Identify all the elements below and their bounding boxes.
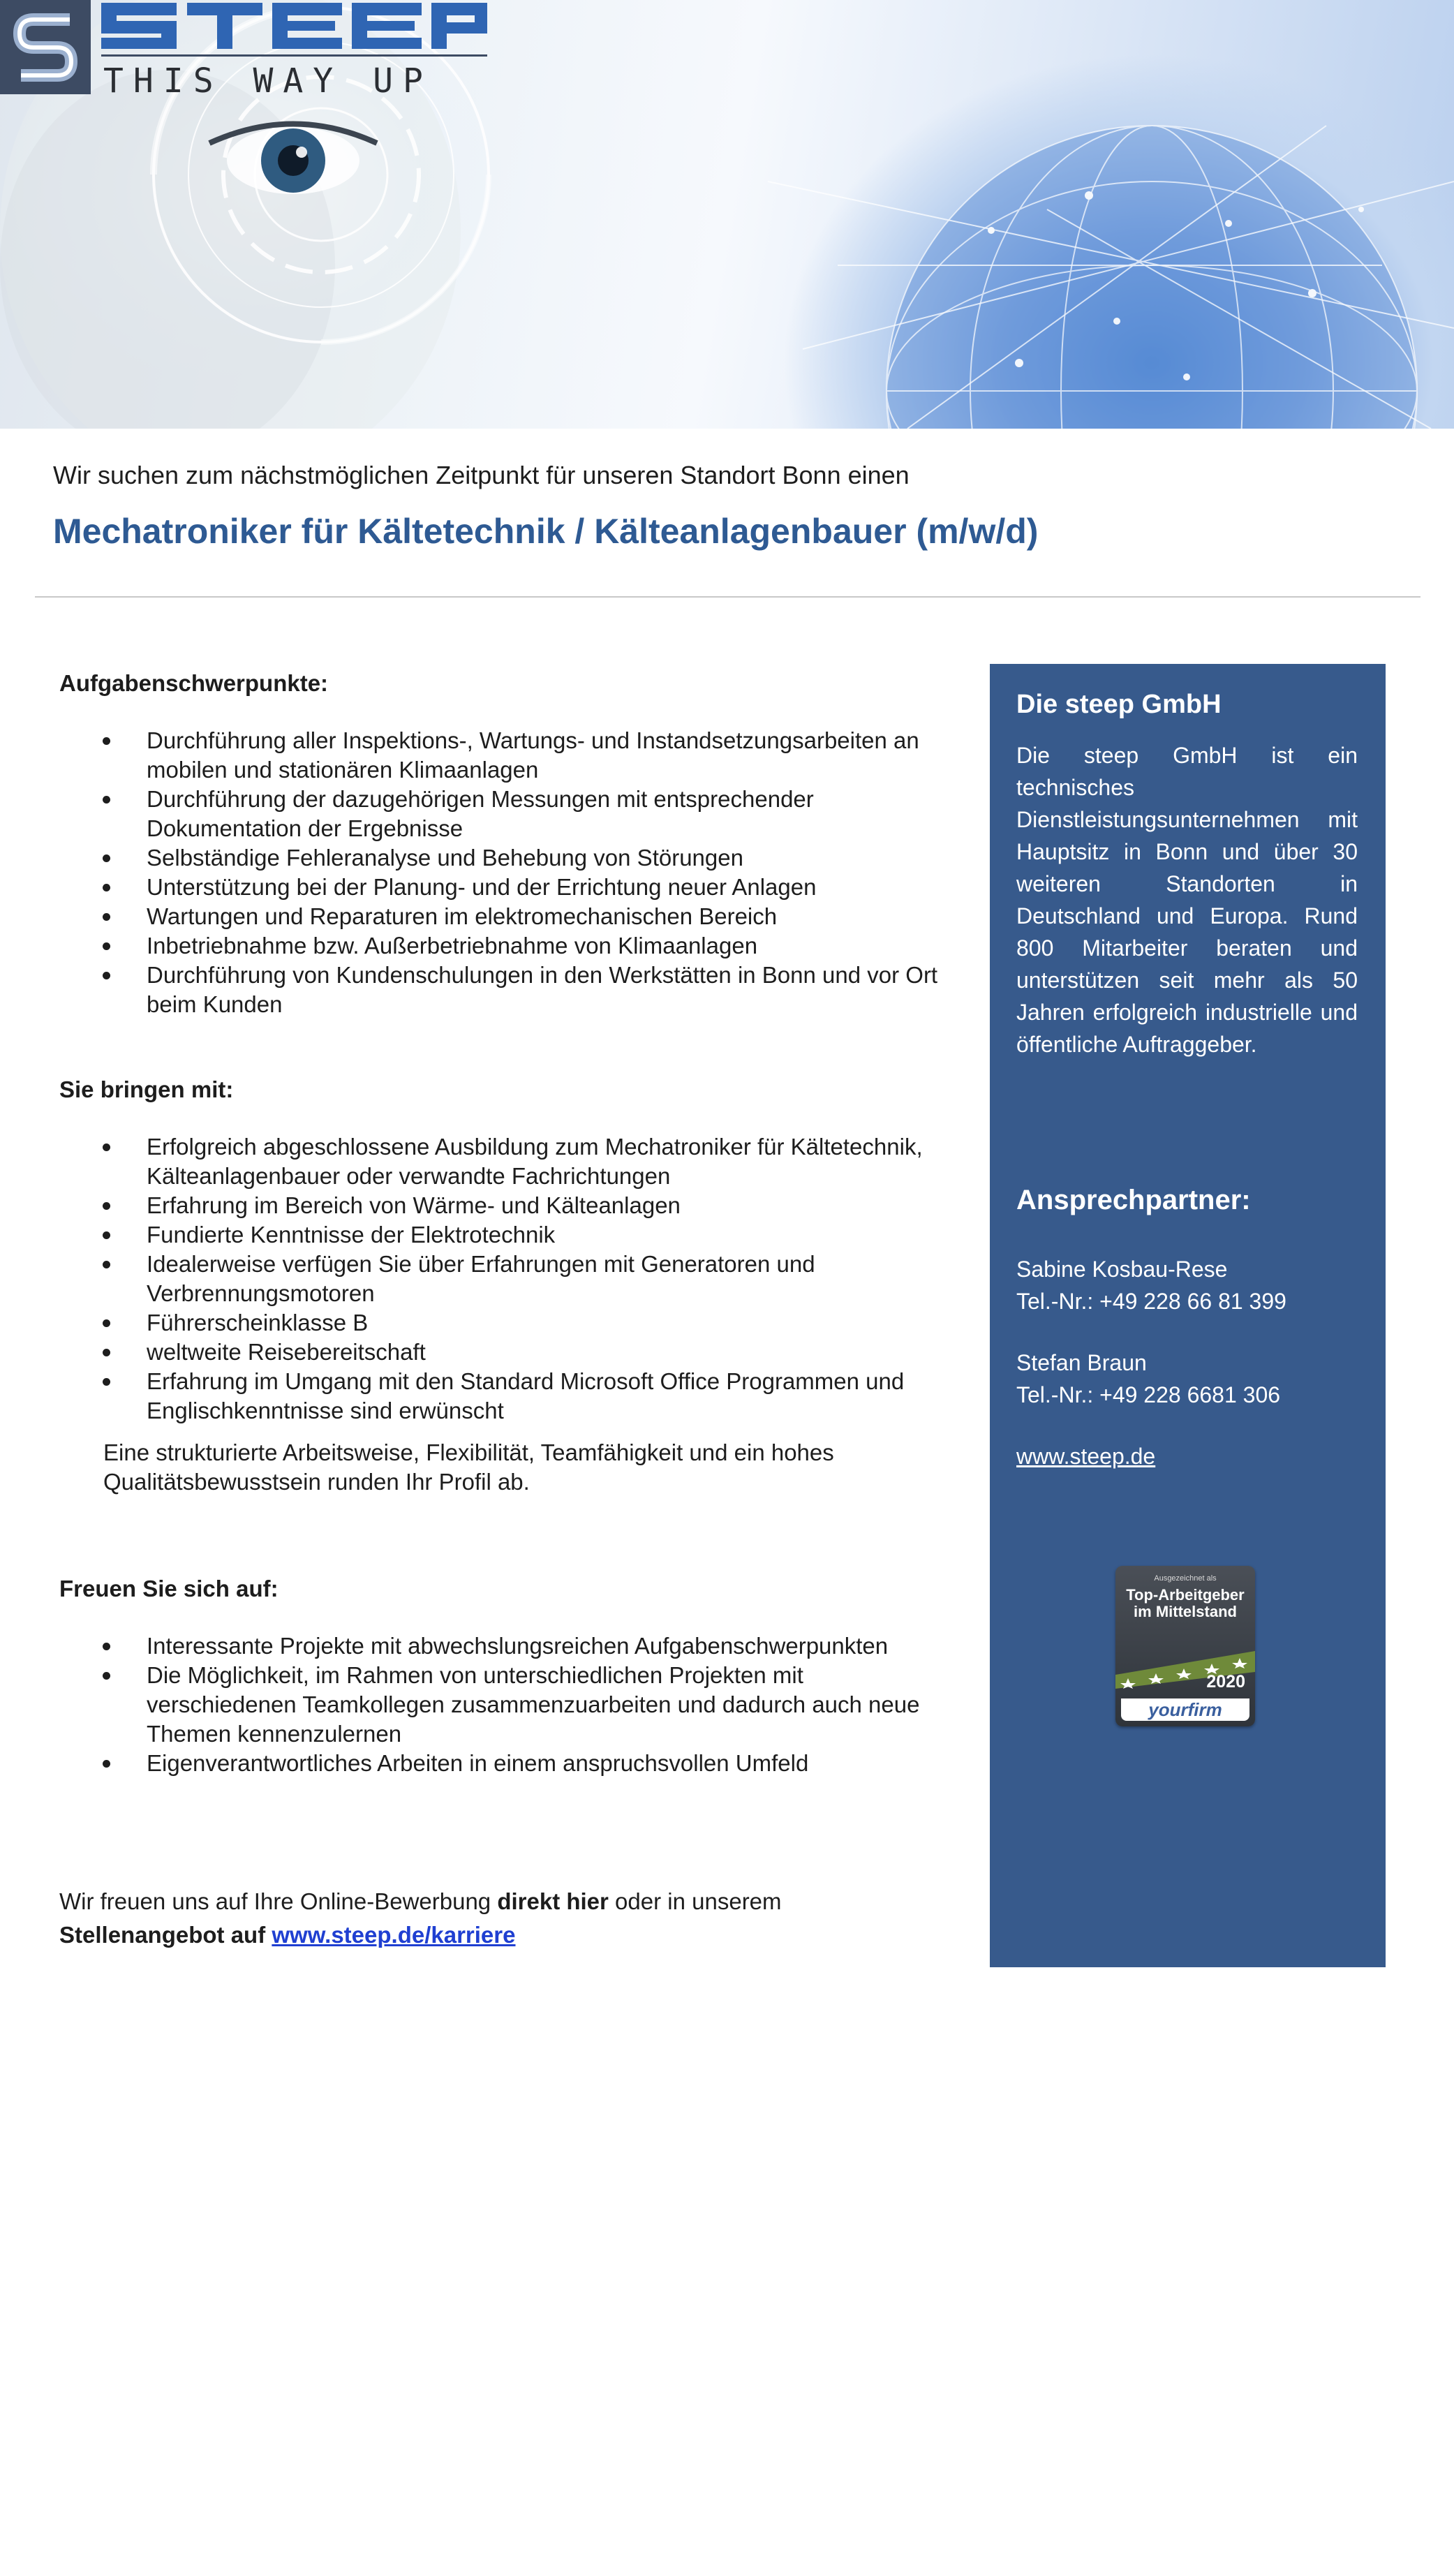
list-item: Erfolgreich abgeschlossene Ausbildung zum Mechatroniker für Kältetechnik, Kälteanlagenbauer oder verwandte Fachrichtungen [59,1132,953,1191]
privacy-link[interactable]: Unsere Datenschutzerklärung [1039,2550,1336,2575]
intro-text: Wir suchen zum nächstmöglichen Zeitpunkt für unseren Standort Bonn einen [53,461,910,489]
steep-logo [0,0,489,98]
tasks-heading: Aufgabenschwerpunkte: [59,670,329,696]
list-item: Idealerweise verfügen Sie über Erfahrungen mit Generatoren und Verbrennungsmotoren [59,1250,953,1308]
requirements-closing: Eine strukturierte Arbeitsweise, Flexibilität, Teamfähigkeit und ein hohes Qualitätsbewusstsein runden Ihr Profil ab. [103,1439,834,1495]
list-item: Inbetriebnahme bzw. Außerbetriebnahme von Klimaanlagen [59,931,953,961]
contact2-name: Stefan Braun [1016,1350,1147,1375]
list-item: Durchführung aller Inspektions-, Wartungs- und Instandsetzungsarbeiten an mobilen und stationären Klimaanlagen [59,726,953,785]
company-sidebar [990,664,1386,2575]
tasks-list [59,726,953,1019]
list-item: Erfahrung im Umgang mit den Standard Microsoft Office Programmen und Englischkenntnisse sind erwünscht [59,1367,953,1426]
requirements-list [59,1132,953,1426]
list-item: Durchführung der dazugehörigen Messungen mit entsprechender Dokumentation der Ergebnisse [59,785,953,843]
contact-heading: Ansprechpartner: [1016,1185,1251,1215]
logo-tagline: THIS WAY UP [103,61,433,98]
requirements-section [59,1075,953,1497]
benefits-list [59,1631,953,1778]
list-item: Führerscheinklasse B [59,1308,953,1338]
list-item: Eigenverantwortliches Arbeiten in einem anspruchsvollen Umfeld [59,1749,953,1778]
contact1-phone: Tel.-Nr.: +49 228 66 81 399 [1016,1289,1286,1314]
apply-direct-link[interactable]: direkt hier [497,1888,609,1914]
contact1-name: Sabine Kosbau-Rese [1016,1257,1228,1282]
requirements-heading: Sie bringen mit: [59,1076,234,1102]
footer-text-part: oder in unserem [608,1888,782,1914]
list-item: Wartungen und Reparaturen im elektromechanischen Bereich [59,902,953,931]
tasks-section [59,669,953,1019]
company-description: Die steep GmbH ist ein technisches Dienstleistungsunternehmen mit Hauptsitz in Bonn und über 30 weiteren Standorten in Deutschland und Europa. Rund 800 Mitarbeiter beraten und unterstützen seit mehr als 50 Jahren erfolgreich industrielle und öffentliche Auftraggeber. [1016,743,1358,1057]
career-link[interactable]: www.steep.de/karriere [272,1922,516,1948]
list-item: Erfahrung im Bereich von Wärme- und Kälteanlagen [59,1191,953,1220]
list-item: Durchführung von Kundenschulungen in den Werkstätten in Bonn und vor Ort beim Kunden [59,961,953,1019]
divider [35,596,1420,598]
list-item: Interessante Projekte mit abwechslungsreichen Aufgabenschwerpunkten [59,1631,953,1661]
hero-banner [0,0,1454,429]
sidebar-title: Die steep GmbH [1016,690,1222,719]
list-item: weltweite Reisebereitschaft [59,1338,953,1367]
list-item: Unterstützung bei der Planung- und der Errichtung neuer Anlagen [59,873,953,902]
footer-text [59,1885,953,1952]
footer-text-part: Wir freuen uns auf Ihre Online-Bewerbung [59,1888,498,1914]
yourfirm-logo: yourfirm [1121,1698,1249,1721]
footer-text-bold: Stellenangebot auf [59,1922,272,1948]
award-badge [1115,1566,1255,1726]
contact2-phone: Tel.-Nr.: +49 228 6681 306 [1016,1382,1281,1407]
list-item: Selbständige Fehleranalyse und Behebung von Störungen [59,843,953,873]
website-link[interactable]: www.steep.de [1016,1444,1156,1469]
benefits-heading: Freuen Sie sich auf: [59,1576,279,1601]
badge-caption: Ausgezeichnet als [1154,1574,1217,1583]
benefits-section [59,1574,953,1778]
badge-title: Top-Arbeitgeber im Mittelstand [1126,1586,1245,1620]
badge-year: 2020 [1206,1672,1245,1692]
job-title: Mechatroniker für Kältetechnik / Kälteanlagenbauer (m/w/d) [53,512,1039,551]
list-item: Die Möglichkeit, im Rahmen von unterschiedlichen Projekten mit verschiedenen Teamkollegen zusammenzuarbeiten und dadurch auch neue Themen kennenzulernen [59,1661,953,1749]
list-item: Fundierte Kenntnisse der Elektrotechnik [59,1220,953,1250]
